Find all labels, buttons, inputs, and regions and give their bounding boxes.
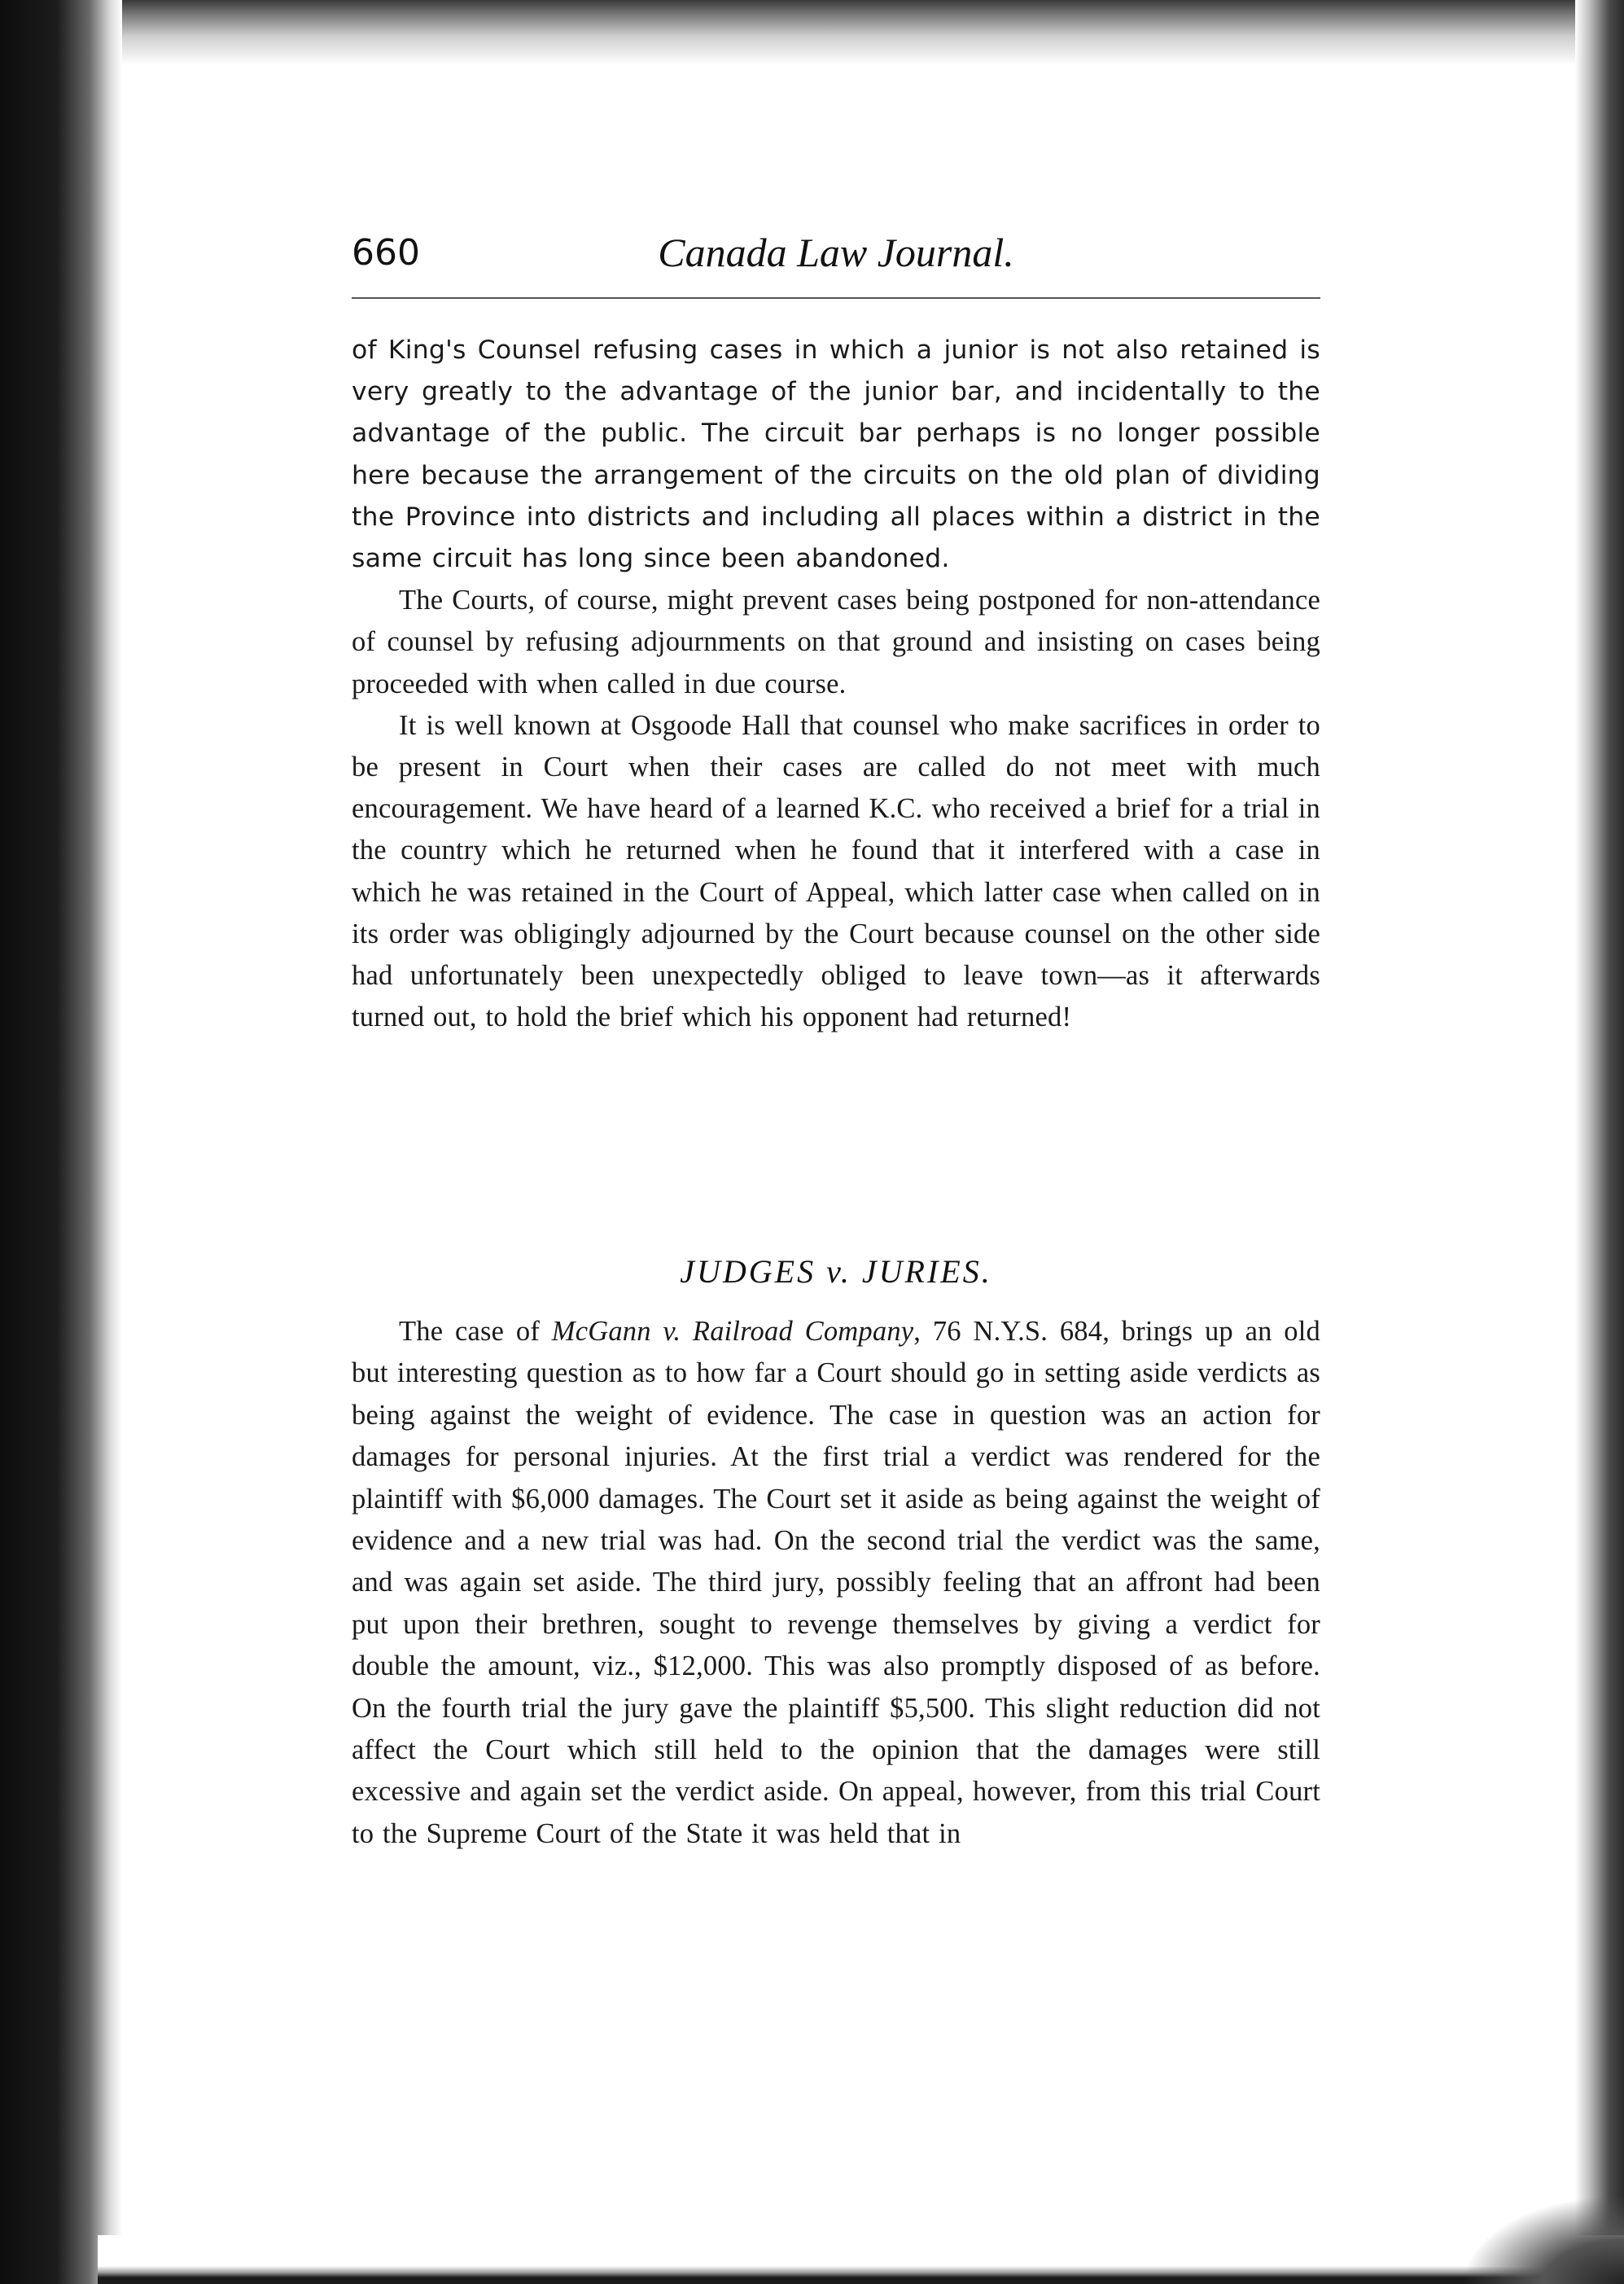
lead-prefix: The case of [399, 1316, 552, 1347]
page-scan-edge-right [1575, 0, 1624, 2284]
paragraph: The Courts, of course, might prevent cases being postponed for non-attendance of counsel by refusing adjournments on that ground and insisting on cases being proceeded with when called in due course. [352, 585, 1320, 699]
paragraph: It is well known at Osgoode Hall that counsel who make sacrifices in order to be present in Court when their cases are called do not meet with much encouragement. We have heard of a learned K.C. who received a brief for a trial in the country which he returned when he found that it interfered with a case in which he was retained in the Court of Appeal, which latter case when called on in its order was obligingly adjourned by the Court because counsel on the other side had unfortunately been unexpectedly obliged to leave town—as it afterwards turned out, to hold the brief which his opponent had returned! [352, 709, 1320, 1033]
page-scan-edge-left [0, 0, 122, 2284]
section-body [352, 1311, 1320, 1855]
section-heading: JUDGES v. JURIES. [680, 1253, 992, 1290]
page-scan-edge-top [122, 0, 1624, 65]
page-header [352, 232, 1320, 289]
page-scan-corner-smudge [1461, 2194, 1624, 2284]
paragraph: of King's Counsel refusing cases in which a junior is not also retained is very greatly to the advantage of the junior bar, and incidentally to the advantage of the public. The circuit bar perhaps is no longer possible here because the arrangement of the circuits on the old plan of dividing the Province into districts and including all places within a district in the same circuit has long since been abandoned. [352, 335, 1320, 574]
page-scan-edge-bottom [98, 2235, 1624, 2284]
page-number: 660 [352, 232, 420, 274]
paragraph [352, 1311, 1320, 1855]
running-title: Canada Law Journal. [658, 230, 1014, 275]
header-rule [352, 297, 1320, 299]
case-name: McGann v. Railroad Company [551, 1316, 914, 1347]
lead-suffix: , 76 N.Y.S. 684, brings up an old but interesting question as to how far a Court should go in setting aside verdicts as being against the weight of evidence. The case in question was an action for damages for personal injuries. At the first trial a verdict was rendered for the plaintiff with $6,000 damages. The Court set it aside as being against the weight of evidence and a new trial was had. On the second trial the verdict was the same, and was again set aside. The third jury, possibly feeling that an affront had been put upon their brethren, sought to revenge themselves by giving a verdict for double the amount, viz., $12,000. This was also promptly disposed of as before. On the fourth trial the jury gave the plaintiff $5,500. This slight reduction did not affect the Court which still held to the opinion that the damages were still excessive and again set the verdict aside. On appeal, however, from this trial Court to the Supreme Court of the State it was held that in [352, 1316, 1320, 1849]
article-body [352, 330, 1320, 1038]
